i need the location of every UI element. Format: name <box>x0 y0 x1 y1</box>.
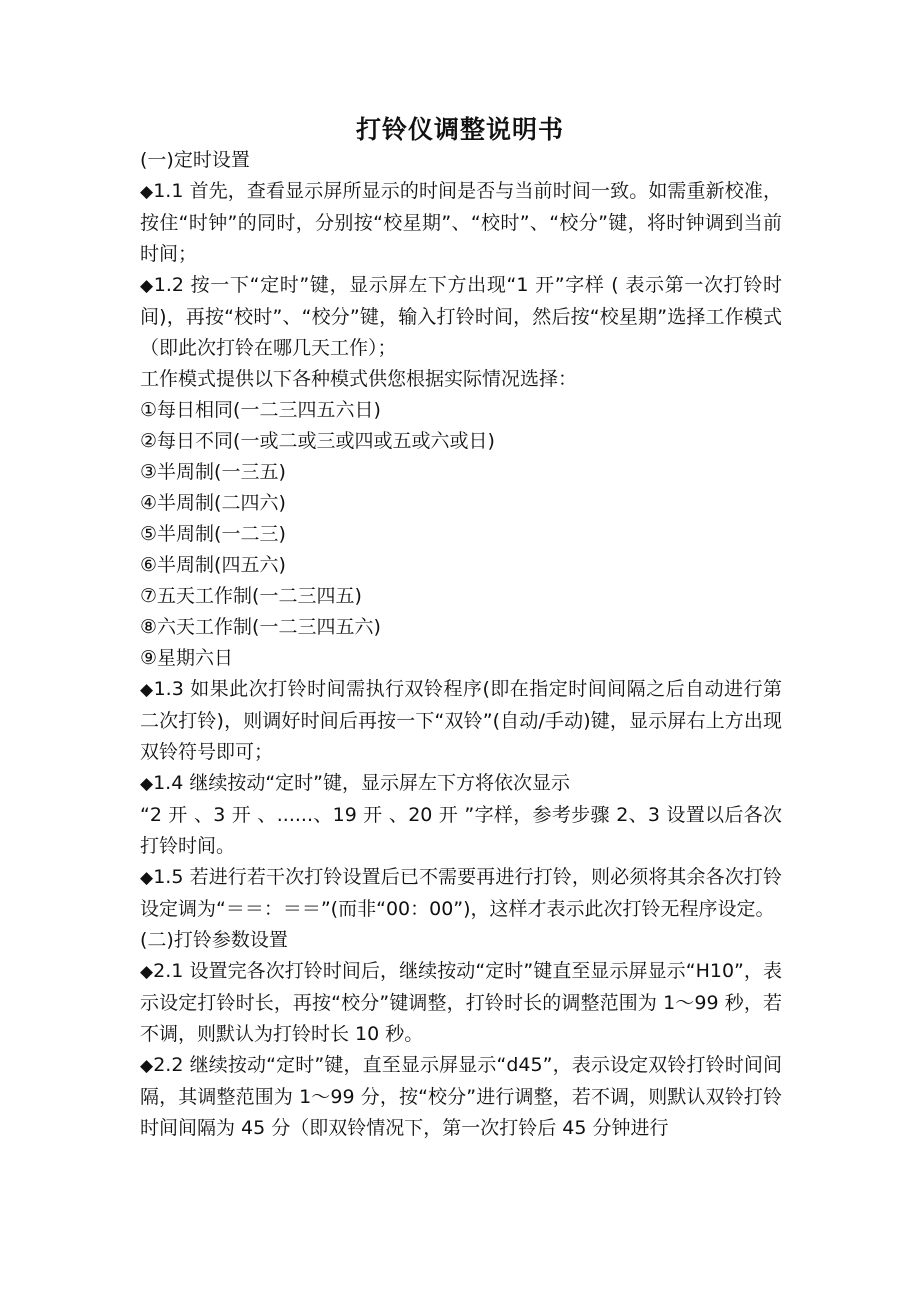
item-number: 2.1 <box>153 960 184 982</box>
diamond-bullet-icon: ◆ <box>140 962 154 982</box>
paragraph-1-1 <box>140 176 782 270</box>
paragraph-text: 继续按动“定时”键，直至显示屏显示“d45”，表示设定双铃打铃时间间隔，其调整范围为 1～99 分，按“校分”进行调整，若不调，则默认双铃打铃时间间隔为 45 分（即双铃情况下，第一次打铃后 45 分钟进行 <box>140 1054 783 1139</box>
mode-item: ⑥半周制(四五六) <box>140 554 286 576</box>
mode-item: ⑨星期六日 <box>140 647 234 669</box>
modes-intro: 工作模式提供以下各种模式供您根据实际情况选择： <box>140 368 578 390</box>
section-1-heading: (一)定时设置 <box>140 149 250 171</box>
paragraph-text: 若进行若干次打铃设置后已不需要再进行打铃，则必须将其余各次打铃设定调为“＝＝：＝＝”(而非“00：00”)，这样才表示此次打铃无程序设定。 <box>140 866 783 920</box>
item-number: 2.2 <box>153 1054 184 1076</box>
document-body <box>140 145 782 1144</box>
mode-item: ④半周制(二四六) <box>140 492 286 514</box>
paragraph-text: 按一下“定时”键，显示屏左下方出现“1 开”字样 ( 表示第一次打铃时间)，再按“校时”、“校分”键，输入打铃时间，然后按“校星期”选择工作模式（即此次打铃在哪几天工作）； <box>140 274 782 359</box>
item-number: 1.3 <box>153 678 184 700</box>
section-2-heading: (二)打铃参数设置 <box>140 929 288 951</box>
item-number: 1.1 <box>153 180 184 202</box>
mode-item: ①每日相同(一二三四五六日) <box>140 399 381 421</box>
diamond-bullet-icon: ◆ <box>140 868 154 888</box>
mode-item: ⑦五天工作制(一二三四五) <box>140 585 362 607</box>
paragraph-text: 设置完各次打铃时间后，继续按动“定时”键直至显示屏显示“H10”，表示设定打铃时长，再按“校分”键调整，打铃时长的调整范围为 1～99 秒，若不调，则默认为打铃时长 10 秒。 <box>140 960 782 1045</box>
item-number: 1.5 <box>153 866 184 888</box>
diamond-bullet-icon: ◆ <box>140 276 154 296</box>
paragraph-1-3 <box>140 674 782 768</box>
paragraph-text: 如果此次打铃时间需执行双铃程序(即在指定时间间隔之后自动进行第二次打铃)，则调好时间后再按一下“双铃”(自动/手动)键，显示屏右上方出现双铃符号即可； <box>140 678 782 763</box>
mode-item: ②每日不同(一或二或三或四或五或六或日) <box>140 430 495 452</box>
paragraph-1-2 <box>140 270 782 364</box>
item-number: 1.4 <box>153 772 184 794</box>
document-title: 打铃仪调整说明书 <box>355 115 564 144</box>
item-number: 1.2 <box>153 274 184 296</box>
paragraph-text: 继续按动“定时”键，显示屏左下方将依次显示 <box>183 772 571 794</box>
mode-item: ⑤半周制(一二三) <box>140 523 286 545</box>
paragraph-2-1 <box>140 956 782 1050</box>
paragraph-2-2 <box>140 1050 782 1144</box>
diamond-bullet-icon: ◆ <box>140 680 154 700</box>
paragraph-text: 首先，查看显示屏所显示的时间是否与当前时间一致。如需重新校准，按住“时钟”的同时，分别按“校星期”、“校时”、“校分”键，将时钟调到当前时间； <box>140 180 783 265</box>
diamond-bullet-icon: ◆ <box>140 774 154 794</box>
diamond-bullet-icon: ◆ <box>140 182 154 202</box>
paragraph-1-4-continued: “2 开 、3 开 、......、19 开 、20 开 ”字样，参考步骤 2、3 设置以后各次打铃时间。 <box>140 804 782 857</box>
mode-item: ⑧六天工作制(一二三四五六) <box>140 616 381 638</box>
diamond-bullet-icon: ◆ <box>140 1056 154 1076</box>
paragraph-1-4 <box>140 768 782 800</box>
mode-item: ③半周制(一三五) <box>140 461 286 483</box>
paragraph-1-5 <box>140 862 782 925</box>
